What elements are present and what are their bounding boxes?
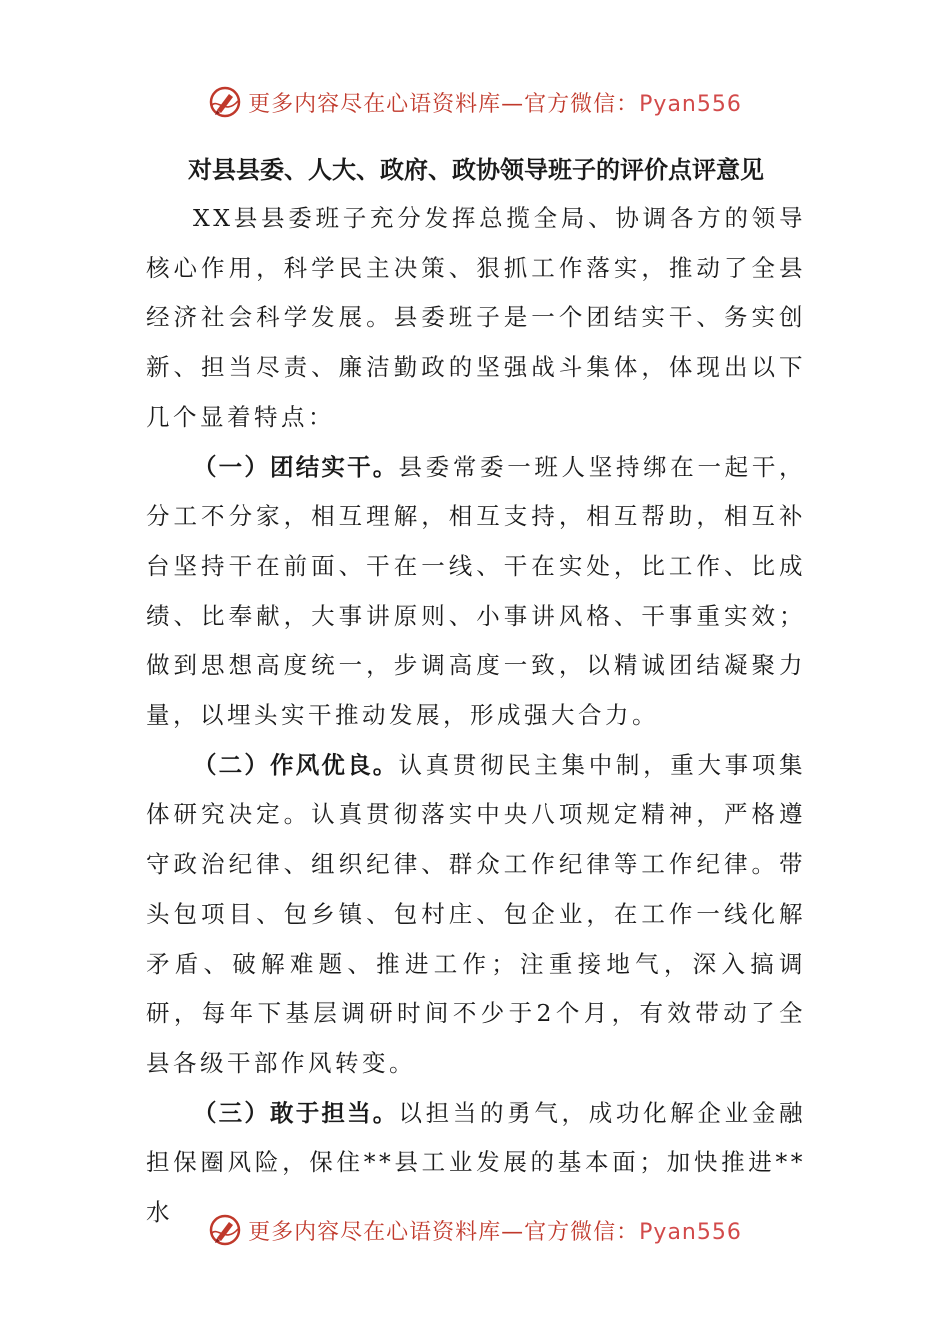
section-heading-3: （三）敢于担当。 — [193, 1098, 399, 1127]
watermark-text: 更多内容尽在心语资料库—官方微信：Pyan556 — [248, 91, 742, 117]
section-body-2: 认真贯彻民主集中制，重大事项集体研究决定。认真贯彻落实中央八项规定精神，严格遵守政治纪律、组织纪律、群众工作纪律等工作纪律。带头包项目、包乡镇、包村庄、包企业，在工作一线化解矛盾、破解难题、推进工作；注重接地气，深入搞调研，每年下基层调研时间不少于2个月，有效带动了全县各级干部作风转变。 — [146, 750, 807, 1077]
intro-paragraph: XX县县委班子充分发挥总揽全局、协调各方的领导核心作用，科学民主决策、狠抓工作落实，推动了全县经济社会科学发展。县委班子是一个团结实干、务实创新、担当尽责、廉洁勤政的坚强战斗集体，体现出以下几个显着特点： — [146, 204, 806, 431]
watermark-handle: Pyan556 — [639, 1219, 742, 1245]
watermark-banner-top — [0, 80, 950, 124]
document-title: 对县县委、人大、政府、政协领导班子的评价点评意见 — [188, 156, 764, 184]
section-paragraph-2 — [146, 741, 806, 1089]
watermark-banner-bottom — [0, 1208, 950, 1252]
pen-logo-icon — [208, 1213, 242, 1247]
section-heading-2: （二）作风优良。 — [193, 750, 399, 779]
section-body-3: 以担当的勇气，成功化解企业金融担保圈风险，保住**县工业发展的基本面；加快推进**水 — [146, 1098, 807, 1227]
section-paragraph-1 — [146, 443, 806, 741]
document-page — [146, 150, 806, 1238]
watermark-handle: Pyan556 — [639, 91, 742, 117]
watermark-text: 更多内容尽在心语资料库—官方微信：Pyan556 — [248, 1219, 742, 1245]
pen-logo-icon — [208, 85, 242, 119]
section-heading-1: （一）团结实干。 — [193, 452, 399, 481]
section-body-1: 县委常委一班人坚持绑在一起干，分工不分家，相互理解，相互支持，相互帮助，相互补台坚持干在前面、干在一线、干在实处，比工作、比成绩、比奉献，大事讲原则、小事讲风格、干事重实效；做到思想高度统一，步调高度一致，以精诚团结凝聚力量，以埋头实干推动发展，形成强大合力。 — [146, 452, 807, 730]
